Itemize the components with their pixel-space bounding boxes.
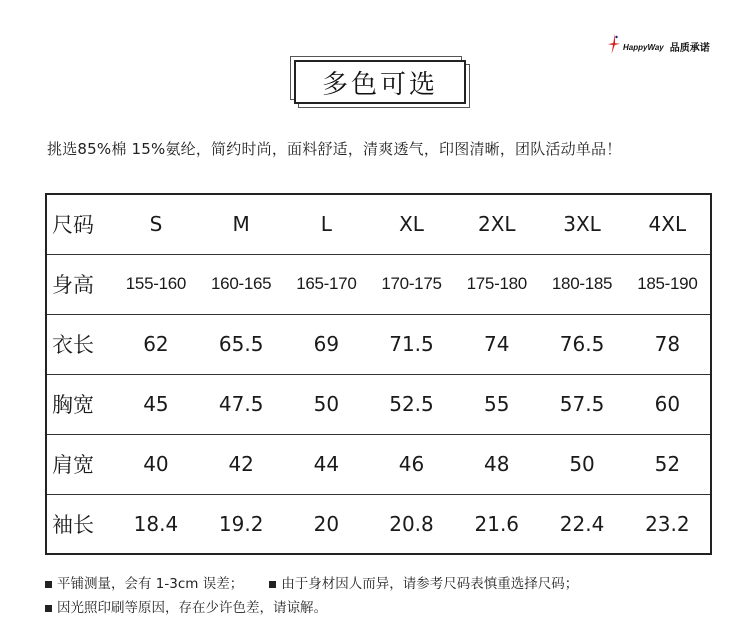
table-cell: S bbox=[113, 194, 198, 254]
title-box bbox=[290, 56, 470, 108]
square-bullet-icon bbox=[45, 581, 52, 588]
table-cell: 170-175 bbox=[369, 254, 454, 314]
table-cell: 55 bbox=[454, 374, 539, 434]
note-size-advice: 由于身材因人而异，请参考尺码表慎重选择尺码； bbox=[281, 576, 579, 592]
row-label-shoulder: 肩宽 bbox=[46, 434, 113, 494]
table-cell: 47.5 bbox=[199, 374, 284, 434]
table-cell: 4XL bbox=[625, 194, 711, 254]
table-cell: 185-190 bbox=[625, 254, 711, 314]
page-title: 多色可选 bbox=[294, 60, 466, 104]
table-cell: 57.5 bbox=[539, 374, 624, 434]
table-row-shoulder bbox=[46, 434, 711, 494]
table-cell: 40 bbox=[113, 434, 198, 494]
product-description: 挑选85%棉 15%氨纶，简约时尚，面料舒适，清爽透气，印图清晰，团队活动单品！ bbox=[47, 140, 622, 158]
table-cell: 48 bbox=[454, 434, 539, 494]
table-cell: 78 bbox=[625, 314, 711, 374]
square-bullet-icon bbox=[45, 605, 52, 612]
table-row-size bbox=[46, 194, 711, 254]
table-cell: 165-170 bbox=[284, 254, 369, 314]
table-cell: 52 bbox=[625, 434, 711, 494]
table-cell: 44 bbox=[284, 434, 369, 494]
note-color-difference: 因光照印刷等原因，存在少许色差，请谅解。 bbox=[57, 600, 327, 616]
table-cell: 76.5 bbox=[539, 314, 624, 374]
table-cell: 71.5 bbox=[369, 314, 454, 374]
note-measurement: 平铺测量，会有 1-3cm 误差； bbox=[57, 576, 244, 592]
brand-slogan: 品质承诺 bbox=[669, 42, 710, 54]
table-cell: 20.8 bbox=[369, 494, 454, 554]
table-cell: 52.5 bbox=[369, 374, 454, 434]
note-line-1 bbox=[45, 572, 578, 596]
brand bbox=[608, 34, 710, 54]
row-label-sleeve: 袖长 bbox=[46, 494, 113, 554]
size-table bbox=[45, 193, 712, 555]
table-cell: 160-165 bbox=[199, 254, 284, 314]
square-bullet-icon bbox=[269, 581, 276, 588]
table-cell: 42 bbox=[199, 434, 284, 494]
brand-name: HappyWay bbox=[623, 42, 664, 52]
row-label-size: 尺码 bbox=[46, 194, 113, 254]
table-cell: 69 bbox=[284, 314, 369, 374]
table-cell: 50 bbox=[539, 434, 624, 494]
table-cell: 18.4 bbox=[113, 494, 198, 554]
happyway-logo-icon bbox=[608, 34, 620, 54]
table-cell: 65.5 bbox=[199, 314, 284, 374]
table-cell: 155-160 bbox=[113, 254, 198, 314]
table-cell: 62 bbox=[113, 314, 198, 374]
table-cell: 46 bbox=[369, 434, 454, 494]
table-cell: XL bbox=[369, 194, 454, 254]
note-line-2 bbox=[45, 596, 578, 620]
table-row-height bbox=[46, 254, 711, 314]
table-cell: 180-185 bbox=[539, 254, 624, 314]
table-row-length bbox=[46, 314, 711, 374]
table-cell: 60 bbox=[625, 374, 711, 434]
table-cell: 22.4 bbox=[539, 494, 624, 554]
table-cell: 3XL bbox=[539, 194, 624, 254]
table-cell: 175-180 bbox=[454, 254, 539, 314]
table-cell: 20 bbox=[284, 494, 369, 554]
notes bbox=[45, 572, 578, 620]
table-cell: 2XL bbox=[454, 194, 539, 254]
row-label-chest: 胸宽 bbox=[46, 374, 113, 434]
table-cell: L bbox=[284, 194, 369, 254]
table-cell: 19.2 bbox=[199, 494, 284, 554]
table-cell: M bbox=[199, 194, 284, 254]
table-cell: 45 bbox=[113, 374, 198, 434]
table-cell: 50 bbox=[284, 374, 369, 434]
table-cell: 23.2 bbox=[625, 494, 711, 554]
table-row-sleeve bbox=[46, 494, 711, 554]
table-row-chest bbox=[46, 374, 711, 434]
table-cell: 74 bbox=[454, 314, 539, 374]
row-label-height: 身高 bbox=[46, 254, 113, 314]
row-label-length: 衣长 bbox=[46, 314, 113, 374]
table-cell: 21.6 bbox=[454, 494, 539, 554]
